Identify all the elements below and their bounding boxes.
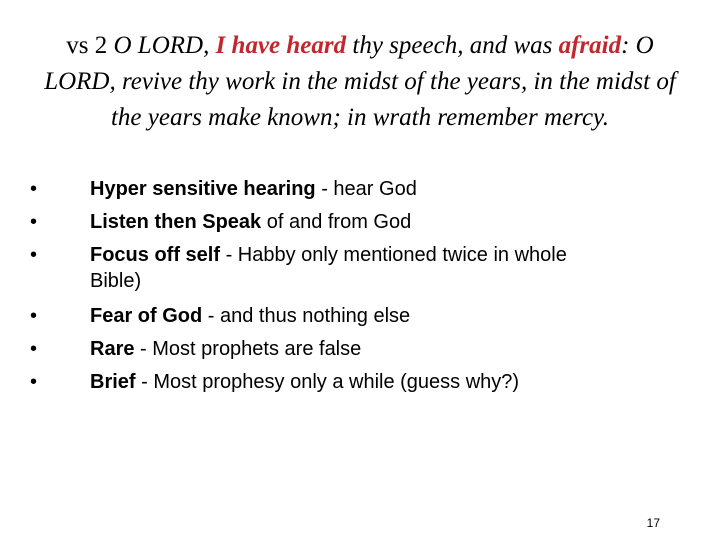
- point-text: - Most prophesy only a while (guess why?): [135, 371, 520, 393]
- list-item: [30, 239, 670, 294]
- point-term: Hyper sensitive hearing: [90, 178, 316, 200]
- list-item: [30, 206, 670, 239]
- bullet-icon: •: [30, 244, 38, 266]
- verse-text: [40, 28, 680, 136]
- point-text: - and thus nothing else: [202, 305, 411, 327]
- point-text: - hear God: [315, 178, 417, 200]
- point-term: Focus off self: [90, 244, 221, 266]
- verse-prefix: vs 2: [66, 32, 114, 59]
- point-term: Fear of God: [90, 305, 203, 327]
- bullet-icon: •: [30, 371, 38, 393]
- point-term: Listen then Speak: [90, 211, 262, 233]
- bullet-icon: •: [30, 305, 38, 327]
- point-text: - Most prophets are false: [134, 338, 362, 360]
- point-text-continuation: Bible): [90, 270, 142, 292]
- bullet-icon: •: [30, 211, 38, 233]
- bullet-icon: •: [30, 338, 38, 360]
- bullet-list: [30, 173, 670, 399]
- point-term: Rare: [90, 338, 135, 360]
- verse-part-1: O LORD,: [113, 32, 216, 59]
- verse-highlight-heard: I have heard: [215, 32, 347, 59]
- list-item: [30, 366, 670, 399]
- list-item: [30, 333, 670, 366]
- verse-part-2: thy speech, and was: [346, 32, 559, 59]
- point-term: Brief: [90, 371, 136, 393]
- slide-number: 17: [646, 516, 660, 530]
- list-item: [30, 173, 670, 206]
- point-text: of and from God: [261, 211, 412, 233]
- verse-part-3: : O LORD, revive thy work in the midst of the years, in the midst of the years make known; in wrath remember mercy.: [44, 32, 676, 131]
- verse-highlight-afraid: afraid: [558, 32, 622, 59]
- bullet-icon: •: [30, 178, 38, 200]
- list-item: [30, 300, 670, 333]
- point-text: - Habby only mentioned twice in whole: [220, 244, 567, 266]
